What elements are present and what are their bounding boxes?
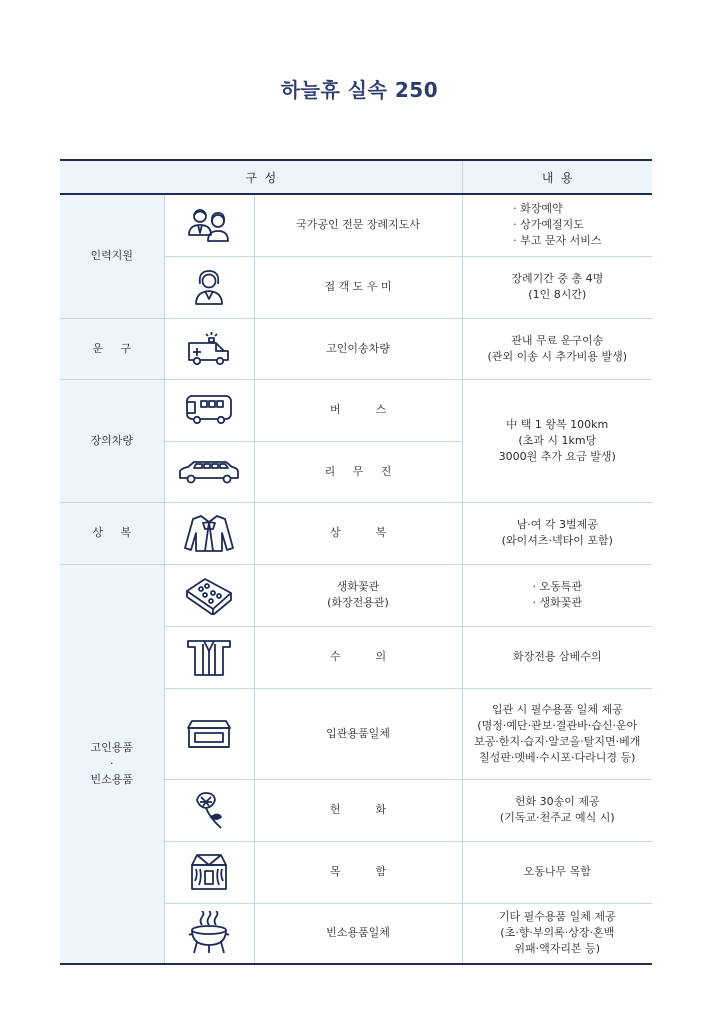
category-personnel: 인력지원: [60, 194, 164, 318]
casket-icon: [186, 717, 232, 751]
content-line: (1인 8시간): [528, 288, 587, 301]
content-line: (초·향·부의록·상장·혼백: [500, 926, 615, 940]
page-title: 하늘휴 실속 250: [280, 78, 439, 102]
table-row: [60, 502, 652, 564]
content-cell: [462, 194, 652, 256]
content-line: 헌화 30송이 제공: [514, 795, 600, 808]
content-line: 3000원 추가 요금 발생): [498, 449, 616, 463]
item-cell: 목 함: [254, 841, 462, 903]
content-line: (관외 이송 시 추가비용 발생): [487, 349, 627, 363]
item-cell: 상 복: [254, 502, 462, 564]
icon-cell: [164, 841, 254, 903]
icon-cell: [164, 502, 254, 564]
icon-cell: [164, 379, 254, 441]
content-line: · 상가예절지도: [513, 218, 584, 232]
icon-cell: [164, 256, 254, 318]
table-row: [60, 564, 652, 626]
item-line: 생화꽃관: [336, 580, 380, 593]
table-row: [60, 318, 652, 379]
category-vehicles: 장의차량: [60, 379, 164, 502]
content-line: · 오동특관: [532, 580, 583, 593]
icon-cell: [164, 903, 254, 964]
content-cell: [462, 903, 652, 964]
limousine-icon: [178, 458, 240, 486]
item-cell: 헌 화: [254, 779, 462, 841]
content-cell: [462, 379, 652, 502]
item-cell: 버 스: [254, 379, 462, 441]
chrysanthemum-icon: [191, 790, 227, 830]
content-line: (초과 시 1km당: [518, 433, 597, 447]
content-line: · 부고 문자 서비스: [513, 234, 602, 248]
item-cell: 입관용품일체: [254, 688, 462, 779]
category-line: ·: [110, 756, 114, 770]
icon-cell: [164, 688, 254, 779]
item-cell: 고인이송차량: [254, 318, 462, 379]
content-line: 장례기간 중 총 4명: [511, 272, 604, 285]
content-line: 입관 시 필수용품 일체 제공: [491, 702, 623, 716]
content-line: 화장전용 삼베수의: [513, 650, 602, 663]
service-table: [60, 159, 652, 965]
content-line: 칠성판·멧베·수시포·다라니경 등): [479, 750, 636, 764]
mourning-suit-icon: [183, 513, 235, 553]
icon-cell: [164, 779, 254, 841]
content-cell: [462, 688, 652, 779]
content-line: 관내 무료 운구이송: [511, 333, 604, 347]
funeral-directors-icon: [186, 207, 232, 243]
content-line: (명정·예단·관보·결관바·습신·운아: [477, 718, 638, 732]
ambulance-icon: [186, 331, 232, 367]
content-cell: [462, 564, 652, 626]
item-cell: 접 객 도 우 미: [254, 256, 462, 318]
icon-cell: [164, 564, 254, 626]
header-content: 내 용: [462, 160, 652, 194]
content-line: 오동나무 목함: [523, 865, 591, 878]
category-mourning: 상 복: [60, 502, 164, 564]
content-line: 위패·액자리본 등): [514, 942, 601, 956]
content-cell: [462, 256, 652, 318]
content-line: · 화장예약: [513, 202, 563, 216]
wooden-box-icon: [188, 851, 230, 893]
table-header-row: [60, 160, 652, 194]
content-line: 남·여 각 3벌제공: [516, 518, 598, 531]
content-line: · 생화꽃관: [532, 596, 583, 609]
flower-coffin-icon: [183, 575, 235, 615]
content-cell: [462, 779, 652, 841]
content-cell: [462, 626, 652, 688]
content-cell: [462, 502, 652, 564]
content-line: 中 택 1 왕복 100km: [506, 417, 609, 431]
icon-cell: [164, 626, 254, 688]
content-line: 보공·한지·습지·알코올·탈지면·베개: [474, 734, 641, 748]
category-supplies: [60, 564, 164, 964]
category-line: 고인용품: [90, 740, 133, 754]
item-cell: 수 의: [254, 626, 462, 688]
item-cell: 빈소용품일체: [254, 903, 462, 964]
content-cell: [462, 318, 652, 379]
incense-burner-icon: [188, 911, 230, 955]
content-line: (기독교·천주교 예식 시): [499, 811, 615, 824]
content-line: (와이셔츠·넥타이 포함): [501, 534, 613, 547]
category-line: 빈소용품: [90, 772, 133, 786]
icon-cell: [164, 194, 254, 256]
item-cell: 국가공인 전문 장례지도사: [254, 194, 462, 256]
shroud-icon: [186, 637, 232, 677]
table-row: [60, 379, 652, 441]
item-line: (화장전용관): [327, 596, 389, 609]
item-cell: 리 무 진: [254, 441, 462, 502]
icon-cell: [164, 318, 254, 379]
item-cell: [254, 564, 462, 626]
table-row: [60, 194, 652, 256]
icon-cell: [164, 441, 254, 502]
header-composition: 구 성: [60, 160, 462, 194]
category-transport: 운 구: [60, 318, 164, 379]
bus-icon: [184, 393, 234, 427]
reception-helper-icon: [194, 268, 224, 306]
content-cell: [462, 841, 652, 903]
content-line: 기타 필수용품 일체 제공: [498, 910, 616, 924]
